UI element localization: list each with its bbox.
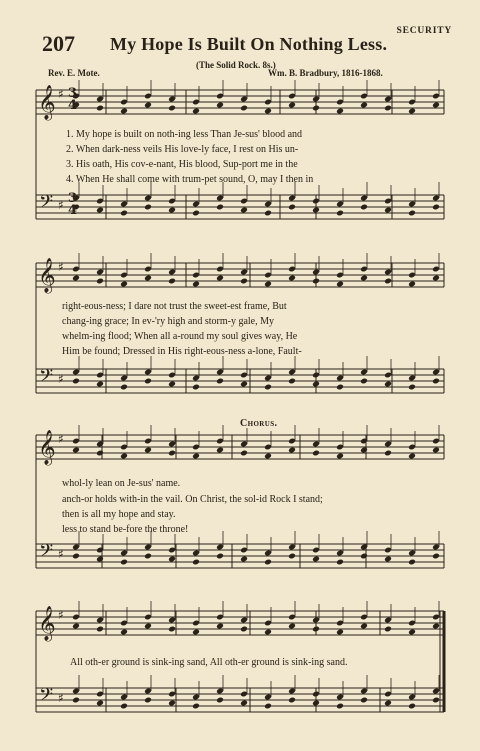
system-2-treble-note (360, 275, 368, 282)
system-3-bass-note (96, 556, 104, 563)
system-3-treble-note (288, 447, 296, 454)
lyric-verse-2-line-2: chang-ing grace; In ev-'ry high and storm-y gale, My (62, 316, 275, 327)
system-3-bass-note (384, 556, 392, 563)
system-1-treble-note (216, 102, 224, 109)
system-1-treble-note (336, 108, 344, 115)
system-2-treble-note (144, 275, 152, 282)
system-3-bass-note (168, 556, 176, 563)
system-3-bass-note (144, 553, 152, 560)
system-3-treble-note (264, 453, 272, 460)
composer-credit: Wm. B. Bradbury, 1816-1868. (268, 68, 383, 78)
system-2-bass-note (264, 384, 272, 391)
system-1-bass-note (432, 204, 440, 211)
system-1-bass-note (384, 207, 392, 214)
lyric-verse-3-line-2: whelm-ing flood; When all a-round my soul gives way, He (62, 331, 298, 342)
system-3-bass-note (120, 559, 128, 566)
time-signature: 4 (68, 98, 78, 113)
system-3-treble-note (72, 447, 80, 454)
system-1-treble-note (168, 105, 176, 112)
hymn-title: My Hope Is Built On Nothing Less. (110, 34, 388, 54)
system-1-treble-note (96, 105, 104, 112)
system-2-bass-clef: 𝄢 (39, 366, 54, 391)
system-1-bass-note (96, 207, 104, 214)
system-1-treble-note (288, 102, 296, 109)
system-2-treble-note (120, 281, 128, 288)
system-2-treble-note (72, 275, 80, 282)
system-2-bass-note (288, 378, 296, 385)
system-4-bass-note (384, 700, 392, 707)
system-3-treble-note (408, 453, 416, 460)
system-2-bass-note (168, 381, 176, 388)
system-1-treble-note (312, 105, 320, 112)
system-1-bass-note (192, 210, 200, 217)
system-3-bass-note (72, 553, 80, 560)
lyric-verse-1-line-2: right-eous-ness; I dare not trust the sweet-est frame, But (62, 301, 287, 312)
system-1-bass-note (360, 204, 368, 211)
system-4-bass-note (168, 700, 176, 707)
system-2-bass-note (408, 384, 416, 391)
system-2-treble-note (96, 278, 104, 285)
system-2-treble-note (288, 275, 296, 282)
system-2-bass-note (144, 378, 152, 385)
system-1-treble-note (120, 108, 128, 115)
system-2-treble-note (312, 278, 320, 285)
system-4-bass-note (192, 703, 200, 710)
system-4-treble-note (432, 623, 440, 630)
system-3-bass-note (240, 556, 248, 563)
system-4-treble-note (144, 623, 152, 630)
system-2-treble-clef: 𝄞 (38, 258, 56, 293)
system-2-bass-note (192, 384, 200, 391)
lyricist-credit: Rev. E. Mote. (48, 68, 100, 78)
system-4-bass-note (336, 703, 344, 710)
system-3-bass-note (408, 559, 416, 566)
system-3-bass-note (216, 553, 224, 560)
system-2-treble-note (384, 278, 392, 285)
system-4-treble-note (96, 626, 104, 633)
system-3-treble-note (432, 447, 440, 454)
time-signature: 3 (68, 86, 78, 101)
system-1-treble-note (144, 102, 152, 109)
system-3-treble-note (360, 447, 368, 454)
system-3-treble-note (144, 447, 152, 454)
system-1-treble-note (264, 108, 272, 115)
system-1-key-signature: ♯ (58, 198, 64, 212)
system-2-treble-note (192, 281, 200, 288)
system-4-bass-note (288, 697, 296, 704)
system-2-key-signature: ♯ (58, 260, 64, 274)
system-4-treble-note (384, 626, 392, 633)
system-1-treble-note (360, 102, 368, 109)
system-2-bass-note (216, 378, 224, 385)
system-1-treble-note (432, 102, 440, 109)
system-2-treble-note (264, 281, 272, 288)
system-1-treble-note (240, 105, 248, 112)
system-4-treble-note (312, 626, 320, 633)
system-3-treble-note (120, 453, 128, 460)
tune-name: (The Solid Rock. 8s.) (196, 60, 276, 70)
system-4-treble-note (168, 626, 176, 633)
system-2-bass-note (312, 381, 320, 388)
lyric-chorus-line: All oth-er ground is sink-ing sand, All oth-er ground is sink-ing sand. (70, 657, 348, 668)
system-4-bass-note (240, 700, 248, 707)
system-2-treble-note (168, 278, 176, 285)
system-1-treble-note (192, 108, 200, 115)
system-4-bass-note (96, 700, 104, 707)
system-2-bass-note (120, 384, 128, 391)
system-2-bass-note (240, 381, 248, 388)
system-4-bass-note (120, 703, 128, 710)
system-2-treble-note (216, 275, 224, 282)
system-4-bass-note (408, 703, 416, 710)
system-2-treble-note (336, 281, 344, 288)
system-2-bass-note (384, 381, 392, 388)
system-3-key-signature: ♯ (58, 432, 64, 446)
system-4-treble-note (216, 623, 224, 630)
system-1-bass-note (288, 204, 296, 211)
system-4-bass-note (144, 697, 152, 704)
system-4-bass-note (216, 697, 224, 704)
system-2-bass-note (336, 384, 344, 391)
lyric-verse-2-line-1: 2. When dark-ness veils His love-ly face, I rest on His un- (66, 144, 299, 155)
lyric-verse-4-line-2: Him be found; Dressed in His right-eous-ness a-lone, Fault- (62, 346, 302, 357)
lyric-verse-4-line-1: 4. When He shall come with trum-pet sound, O, may I then in (66, 174, 314, 185)
system-4-treble-clef: 𝄞 (38, 606, 56, 641)
system-4-treble-note (192, 629, 200, 636)
system-3-bass-note (360, 553, 368, 560)
system-2-treble-note (408, 281, 416, 288)
lyric-verse-2-line-3: anch-or holds with-in the vail. On Christ, the sol-id Rock I stand; (62, 494, 323, 505)
system-2-treble-note (432, 275, 440, 282)
lyric-verse-1-line-1: 1. My hope is built on noth-ing less Than Je-sus' blood and (66, 129, 303, 140)
hymn-category: SECURITY (396, 26, 452, 36)
system-4-treble-note (120, 629, 128, 636)
system-3-treble-note (240, 450, 248, 457)
system-1-treble-note (408, 108, 416, 115)
system-1-treble-note (384, 105, 392, 112)
system-4-treble-note (72, 623, 80, 630)
time-signature: 4 (68, 203, 78, 218)
system-1-key-signature: ♯ (58, 87, 64, 101)
system-1-bass-note (264, 210, 272, 217)
system-4-bass-note (312, 700, 320, 707)
system-4-treble-note (264, 629, 272, 636)
system-1-bass-note (312, 207, 320, 214)
lyric-verse-4-line-3: less to stand be-fore the throne! (62, 524, 189, 535)
system-2-key-signature: ♯ (58, 372, 64, 386)
system-4-bass-clef: 𝄢 (39, 685, 54, 710)
system-3-bass-note (312, 556, 320, 563)
system-3-bass-clef: 𝄢 (39, 541, 54, 566)
system-2-bass-note (72, 378, 80, 385)
lyric-verse-3-line-3: then is all my hope and stay. (62, 509, 176, 520)
system-4-key-signature: ♯ (58, 691, 64, 705)
system-4-treble-note (360, 623, 368, 630)
system-4-treble-note (408, 629, 416, 636)
system-1-bass-note (408, 210, 416, 217)
system-4-treble-note (336, 629, 344, 636)
system-4-bass-note (360, 697, 368, 704)
system-4-key-signature: ♯ (58, 608, 64, 622)
system-4-treble-note (240, 626, 248, 633)
system-3-treble-note (384, 450, 392, 457)
system-1-bass-clef: 𝄢 (39, 192, 54, 217)
system-3-key-signature: ♯ (58, 547, 64, 561)
system-2-bass-note (432, 378, 440, 385)
system-3-bass-note (288, 553, 296, 560)
system-1-treble-clef: 𝄞 (38, 85, 56, 120)
time-signature: 3 (68, 191, 78, 206)
system-3-treble-note (336, 453, 344, 460)
system-1-bass-note (336, 210, 344, 217)
system-3-bass-note (336, 559, 344, 566)
system-4-bass-note (72, 697, 80, 704)
system-4-bass-note (264, 703, 272, 710)
system-3-treble-note (216, 447, 224, 454)
system-3-bass-note (432, 553, 440, 560)
system-2-bass-note (96, 381, 104, 388)
system-3-bass-note (192, 559, 200, 566)
system-1-bass-note (216, 204, 224, 211)
system-3-treble-note (168, 450, 176, 457)
system-1-bass-note (120, 210, 128, 217)
system-3-treble-note (312, 450, 320, 457)
system-1-bass-note (168, 207, 176, 214)
lyric-verse-1-line-3: whol-ly lean on Je-sus' name. (62, 478, 181, 489)
system-3-treble-note (192, 453, 200, 460)
system-2-bass-note (360, 378, 368, 385)
system-1-bass-note (144, 204, 152, 211)
system-1-bass-note (240, 207, 248, 214)
hymn-number: 207 (42, 31, 75, 56)
lyric-verse-3-line-1: 3. His oath, His cov-e-nant, His blood, Sup-port me in the (66, 159, 298, 170)
system-3-bass-note (264, 559, 272, 566)
system-3-treble-note (96, 450, 104, 457)
system-4-bass-note (432, 697, 440, 704)
system-4-treble-note (288, 623, 296, 630)
chorus-label: Chorus. (240, 418, 278, 429)
system-2-treble-note (240, 278, 248, 285)
system-3-treble-clef: 𝄞 (38, 430, 56, 465)
